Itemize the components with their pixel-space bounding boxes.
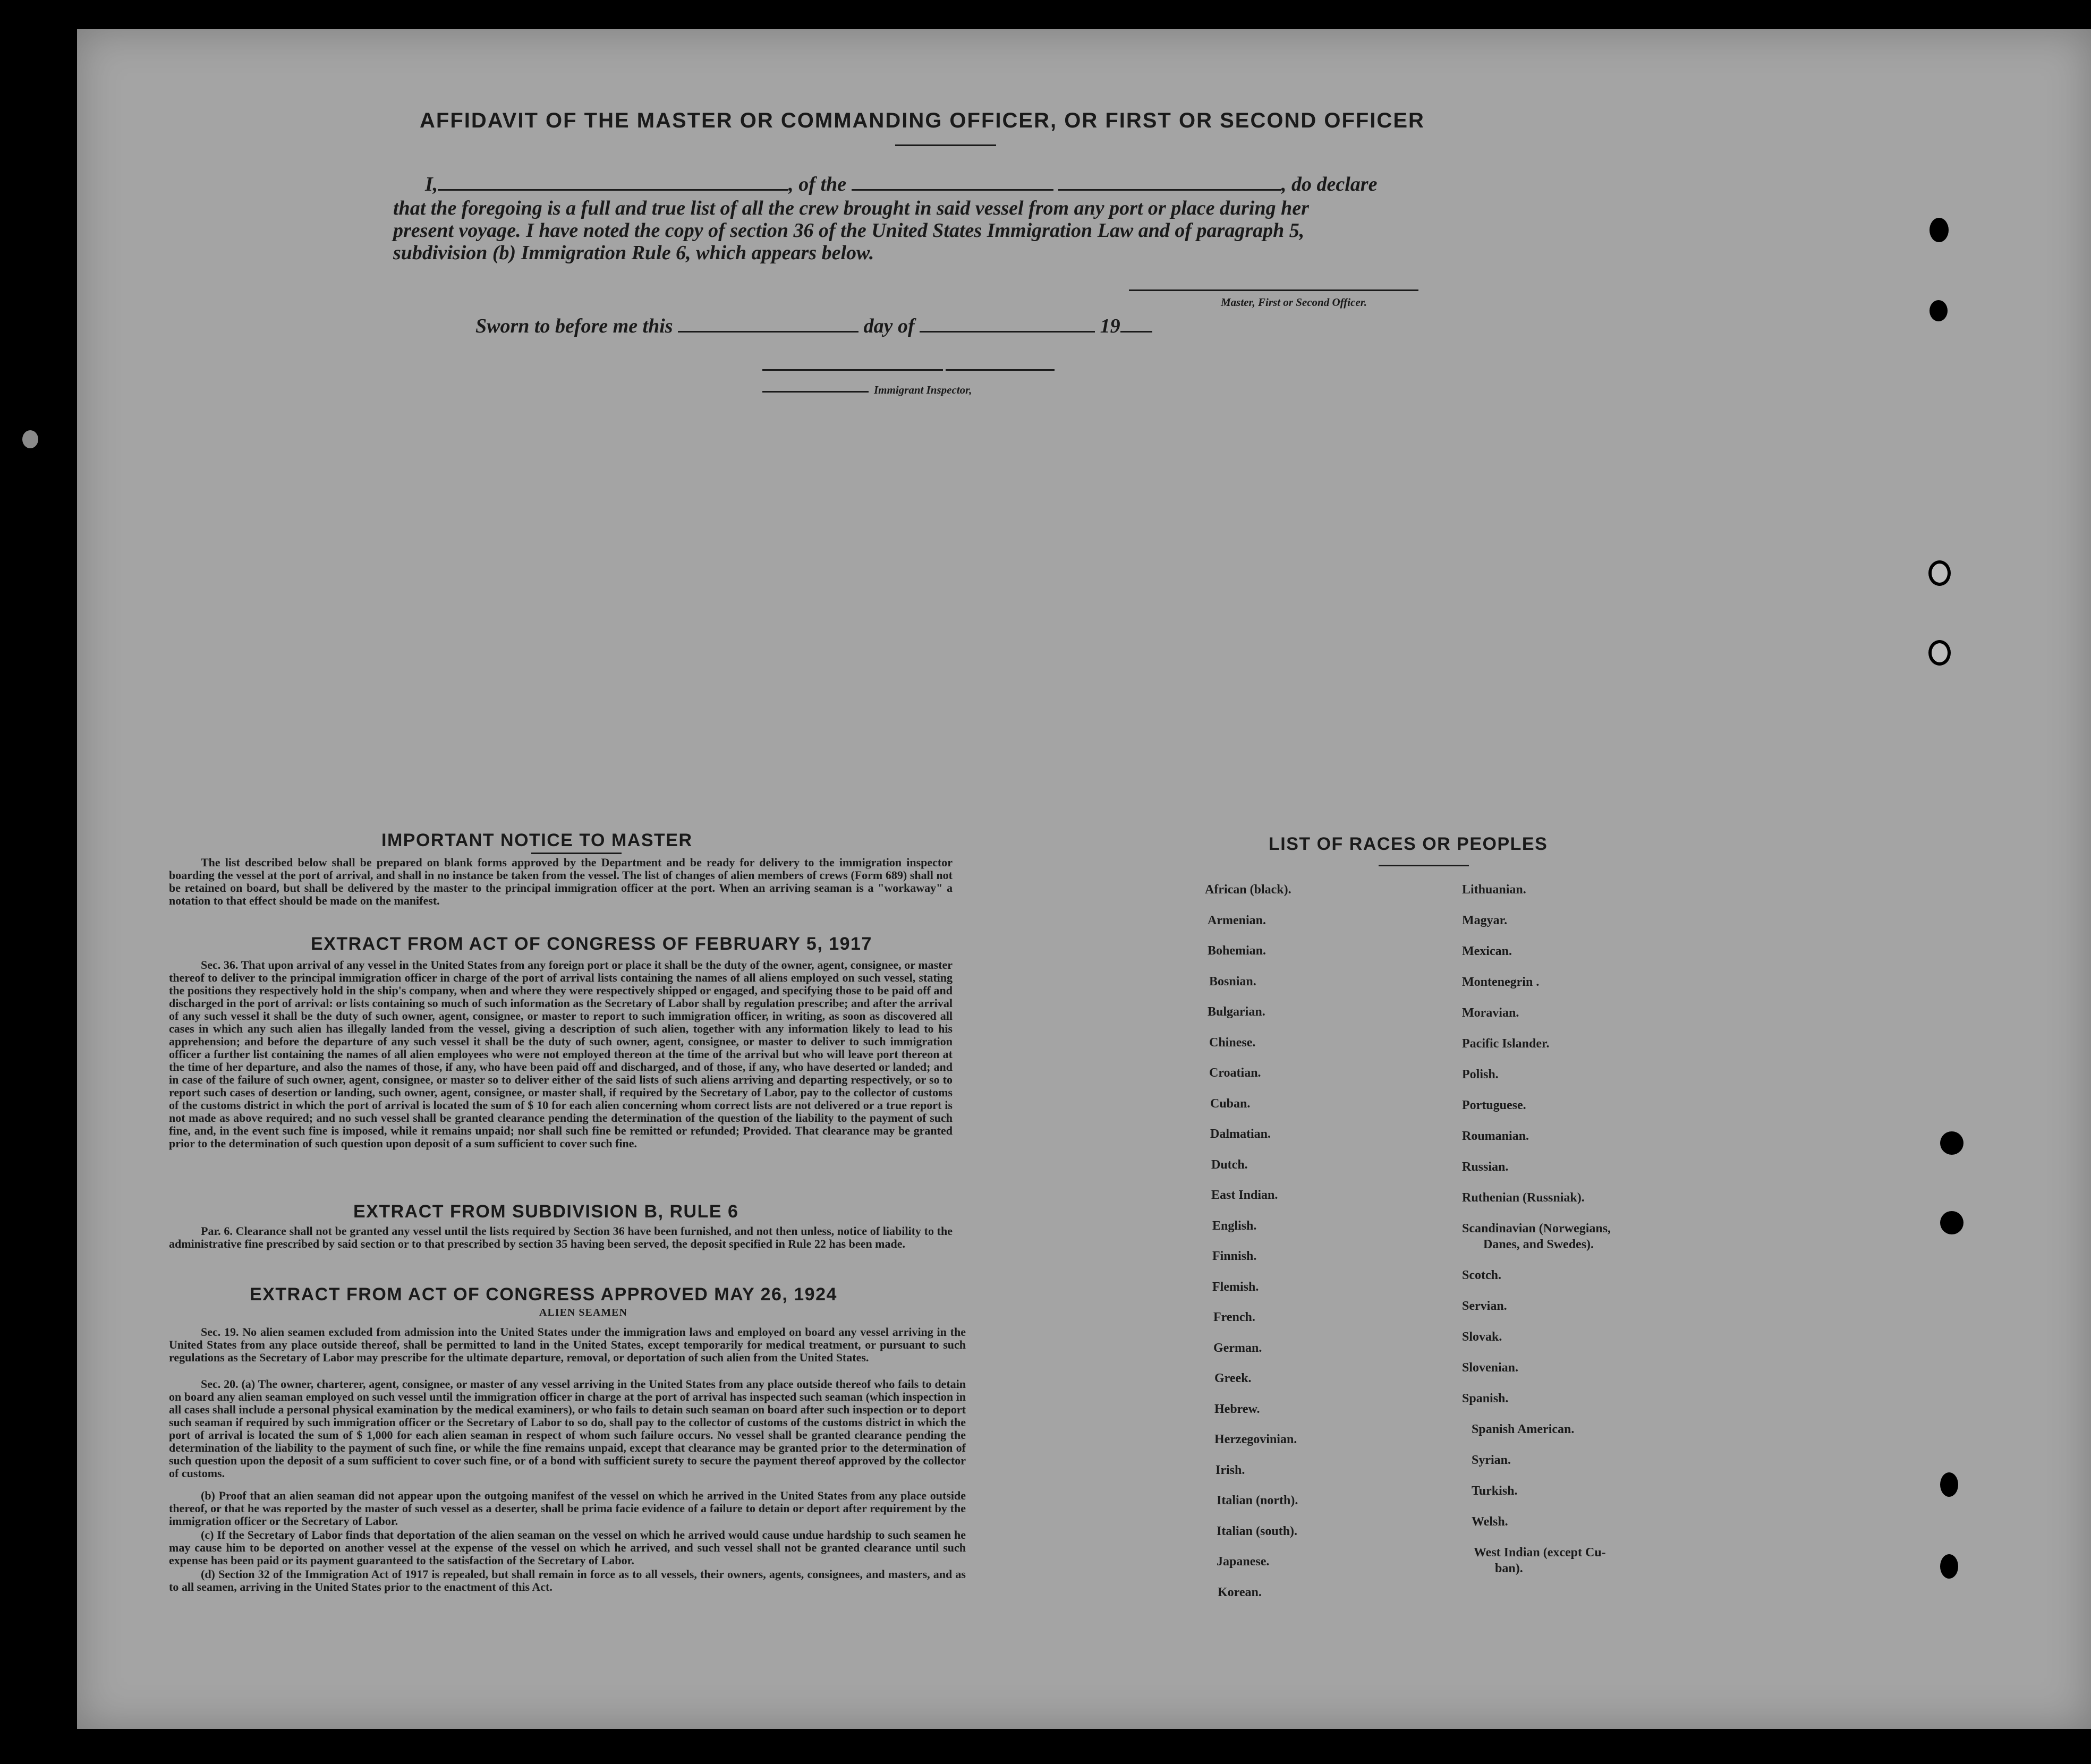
- race-right-item: Polish.: [1462, 1068, 1499, 1081]
- race-left-item: Croatian.: [1209, 1066, 1261, 1080]
- sec20c-text: (c) If the Secretary of Labor finds that deportation of the alien seaman on the vessel on which he arrived would cause undue hardship to such seamen he may cause him to be deported on another vessel at the expense of the vessel on which he arrived, and such vessel shall not be granted clearance until such expense has been paid or its payment guaranteed to the satisfaction of the Secretary of Labor.: [169, 1528, 966, 1567]
- punch-hole: [1940, 1211, 1964, 1234]
- vessel-blank-1[interactable]: [852, 173, 1053, 191]
- race-left-item: Chinese.: [1209, 1035, 1256, 1050]
- races-heading: LIST OF RACES OR PEOPLES: [1269, 834, 1548, 854]
- master-signature-label: Master, First or Second Officer.: [1221, 296, 1367, 309]
- race-left-item: East Indian.: [1211, 1188, 1278, 1202]
- year-prefix: 19: [1100, 315, 1120, 337]
- race-left-item: French.: [1213, 1310, 1255, 1324]
- race-left-item: Cuban.: [1210, 1096, 1251, 1111]
- race-left-item: Italian (north).: [1217, 1494, 1298, 1507]
- race-right-item: Magyar.: [1462, 914, 1508, 927]
- race-left-item: African (black).: [1205, 883, 1291, 897]
- race-right-item: Servian.: [1462, 1299, 1507, 1313]
- inspector-label: Immigrant Inspector,: [874, 384, 972, 396]
- race-right-item: Pacific Islander.: [1462, 1037, 1550, 1051]
- extract-1924-heading: EXTRACT FROM ACT OF CONGRESS APPROVED MAY 26, 1924: [250, 1284, 837, 1305]
- race-right-item: Welsh.: [1472, 1515, 1508, 1529]
- notice-text: The list described below shall be prepared on blank forms approved by the Department and be ready for delivery to the immigration inspector boarding the vessel at the port of arrival, and shall in no instance be taken from the vessel. The list of changes of alien members of crews (Form 689) shall not be retained on board, but shall be delivered by the master to the principal immigration officer at the port. When an arriving seaman is a "workaway" a notation to that effect should be made on the manifest.: [169, 856, 953, 907]
- sworn-line: [475, 314, 1152, 338]
- sec20d-text: (d) Section 32 of the Immigration Act of 1917 is repealed, but shall remain in force as to all vessels, their owners, agents, consignees, and masters, and as to all seamen, arriving in the United States prior to the enactment of this Act.: [169, 1567, 966, 1593]
- year-blank[interactable]: [1120, 315, 1152, 333]
- inspector-line-1[interactable]: [762, 369, 943, 371]
- alien-seamen-subheading: ALIEN SEAMEN: [539, 1307, 627, 1318]
- sworn-month-blank[interactable]: [920, 315, 1095, 333]
- race-right-item: Lithuanian.: [1462, 883, 1526, 897]
- race-left-item: Flemish.: [1212, 1280, 1259, 1294]
- race-left-item: Dalmatian.: [1210, 1127, 1271, 1141]
- race-right-item: ban).: [1495, 1562, 1523, 1575]
- race-right-item: Syrian.: [1472, 1453, 1511, 1467]
- race-right-item: Moravian.: [1462, 1006, 1519, 1020]
- rule6-heading: EXTRACT FROM SUBDIVISION B, RULE 6: [353, 1201, 739, 1222]
- race-left-item: Herzegovinian.: [1214, 1433, 1297, 1446]
- races-rule: [1379, 865, 1469, 866]
- punch-hole: [1930, 218, 1949, 242]
- punch-hole: [1940, 1472, 1958, 1497]
- race-right-item: Montenegrin .: [1462, 975, 1540, 989]
- race-left-item: Japanese.: [1217, 1555, 1270, 1569]
- declarant-prefix: I,: [425, 173, 438, 195]
- race-left-item: Irish.: [1216, 1463, 1245, 1477]
- affidavit-line-3: present voyage. I have noted the copy of section 36 of the United States Immigration Law and of paragraph 5,: [393, 219, 1305, 242]
- inspector-line-3[interactable]: [762, 391, 869, 393]
- affidavit-line-4: subdivision (b) Immigration Rule 6, which appears below.: [393, 242, 874, 264]
- rule6-text: Par. 6. Clearance shall not be granted any vessel until the lists required by Section 36 have been furnished, and not then unless, notice of liability to the administrative fine prescribed by said section or to that prescribed by section 35 having been served, the deposit specified in Rule 22 has been made.: [169, 1224, 953, 1250]
- race-right-item: Ruthenian (Russniak).: [1462, 1191, 1585, 1205]
- punch-hole: [1940, 1554, 1958, 1579]
- race-right-item: Scotch.: [1462, 1268, 1501, 1282]
- race-left-item: German.: [1213, 1341, 1262, 1355]
- race-left-item: Bosnian.: [1209, 974, 1256, 988]
- race-left-item: Korean.: [1218, 1585, 1262, 1599]
- race-right-item: Slovenian.: [1462, 1361, 1519, 1375]
- race-left-item: Dutch.: [1211, 1157, 1248, 1172]
- inspector-line-2[interactable]: [946, 369, 1055, 371]
- notice-rule: [531, 853, 622, 854]
- affidavit-heading: AFFIDAVIT OF THE MASTER OR COMMANDING OFFICER, OR FIRST OR SECOND OFFICER: [420, 109, 1425, 132]
- punch-hole-ring: [1928, 560, 1951, 586]
- declarant-name-blank[interactable]: [438, 173, 788, 191]
- race-left-item: Armenian.: [1208, 913, 1266, 927]
- punch-hole-ring: [1928, 640, 1951, 666]
- race-left-item: Greek.: [1214, 1371, 1252, 1385]
- do-declare-label: , do declare: [1281, 173, 1378, 195]
- race-right-item: West Indian (except Cu-: [1474, 1546, 1606, 1560]
- race-right-item: Russian.: [1462, 1160, 1509, 1174]
- of-the-label: , of the: [788, 173, 847, 195]
- race-right-item: Mexican.: [1462, 944, 1512, 958]
- race-right-item: Spanish.: [1462, 1392, 1509, 1405]
- heading-rule: [895, 144, 996, 146]
- race-right-item: Scandinavian (Norwegians,: [1462, 1222, 1611, 1235]
- race-left-item: Bohemian.: [1208, 944, 1266, 958]
- race-right-item: Roumanian.: [1462, 1129, 1529, 1143]
- sec19-text: Sec. 19. No alien seamen excluded from admission into the United States under the immigration laws and employed on board any vessel arriving in the United States from any place outside thereof, shall be permitted to land in the United States, except temporarily for medical treatment, or pursuant to such regulations as the Secretary of Labor may prescribe for the ultimate departure, removal, or deportation of such alien from the United States.: [169, 1325, 966, 1364]
- punch-hole: [1930, 300, 1948, 321]
- race-right-item: Slovak.: [1462, 1330, 1502, 1344]
- race-left-item: English.: [1212, 1218, 1257, 1233]
- sec20a-text: Sec. 20. (a) The owner, charterer, agent, consignee, or master of any vessel arriving in the United States from any place outside thereof who fails to detain on board any alien seaman employed on such vessel until the immigration officer in charge at the port of arrival has inspected such seaman (which inspection in all cases shall include a personal physical examination by the medical examiners), or who fails to detain such seaman on board after such inspection or to deport such seaman if required by such immigration officer or the Secretary of Labor to so do, shall pay to the collector of customs of the customs district in which the port of arrival is located the sum of $ 1,000 for each alien seaman in respect of whom such failure occurs. No vessel shall be granted clearance pending the determination of the liability to the payment of such fine, or while the fine remains unpaid, except that clearance may be granted prior to the determination of such question upon the deposit of a sum sufficient to cover such fine, or of a bond with sufficient surety to secure the payment thereof approved by the collector of customs.: [169, 1377, 966, 1480]
- punch-hole: [1940, 1131, 1964, 1155]
- race-right-item: Danes, and Swedes).: [1483, 1238, 1594, 1251]
- sworn-day-blank[interactable]: [678, 315, 858, 333]
- extract-1917-text: Sec. 36. That upon arrival of any vessel in the United States from any foreign port or place it shall be the duty of the owner, agent, consignee, or master thereof to deliver to the principal immigration officer in charge of the port of arrival lists containing the names of all aliens employed on such vessel, stating the positions they respectively hold in the ship's company, when and where they were respectively shipped or engaged, and specifying those to be paid off and discharged in the port of arrival: or lists containing so much of such information as the Secretary of Labor shall by regulation prescribe; and after the arrival of any such vessel it shall be the duty of such owner, agent, consignee, or master to report to such immigration officer, in writing, as soon as discovered all cases in which any such alien has illegally landed from the vessel, giving a description of such alien, together with any information likely to lead to his apprehension; and before the departure of any such vessel it shall be the duty of such owner, agent, consignee, or master to deliver to such immigration officer a further list containing the names of all alien employees who were not employed thereon at the time of the arrival but who will leave port thereon at the time of her departure, and also the names of those, if any, who have been paid off and discharged, and of those, if any, who have deserted or landed; and in case of the failure of such owner, agent, consignee, or master so to deliver either of the said lists of such aliens arriving and departing respectively, or so to report such cases of desertion or landing, such owner, agent, consignee, or master shall, if required by the Secretary of Labor, pay to the collector of customs of the customs district in which the port of arrival is located the sum of $ 10 for each alien concerning whom correct lists are not delivered or a true report is not made as above required; and no such vessel shall be granted clearance pending the determination of the question of the liability to the payment of such fine, and, in the event such fine is imposed, while it remains unpaid; nor shall such fine be remitted or refunded; Provided. That clearance may be granted prior to the determination of such question upon deposit of a sum sufficient to cover such fine.: [169, 958, 953, 1150]
- race-right-item: Spanish American.: [1472, 1422, 1575, 1436]
- master-signature-line[interactable]: [1129, 289, 1418, 291]
- race-left-item: Bulgarian.: [1208, 1005, 1265, 1019]
- sec20b-text: (b) Proof that an alien seaman did not appear upon the outgoing manifest of the vessel on which he arrived in the United States from any place outside thereof, or that he was reported by the master of such vessel as a deserter, shall be prima facie evidence of a failure to detain or deport after requirement by the immigration officer or the Secretary of Labor.: [169, 1489, 966, 1528]
- extract-1917-heading: EXTRACT FROM ACT OF CONGRESS OF FEBRUARY 5, 1917: [311, 934, 872, 954]
- edge-mark: [22, 430, 38, 448]
- notice-heading: IMPORTANT NOTICE TO MASTER: [381, 830, 693, 850]
- affidavit-line-1: [425, 173, 1377, 196]
- sworn-label: Sworn to before me this: [475, 315, 673, 337]
- race-right-item: Portuguese.: [1462, 1098, 1526, 1112]
- affidavit-line-2: that the foregoing is a full and true list of all the crew brought in said vessel from any port or place during her: [393, 197, 1309, 219]
- day-of-label: day of: [863, 315, 915, 337]
- race-left-item: Italian (south).: [1217, 1524, 1298, 1538]
- race-right-item: Turkish.: [1472, 1484, 1518, 1498]
- race-left-item: Finnish.: [1212, 1249, 1257, 1263]
- vessel-blank-2[interactable]: [1058, 173, 1281, 191]
- race-left-item: Hebrew.: [1214, 1402, 1260, 1416]
